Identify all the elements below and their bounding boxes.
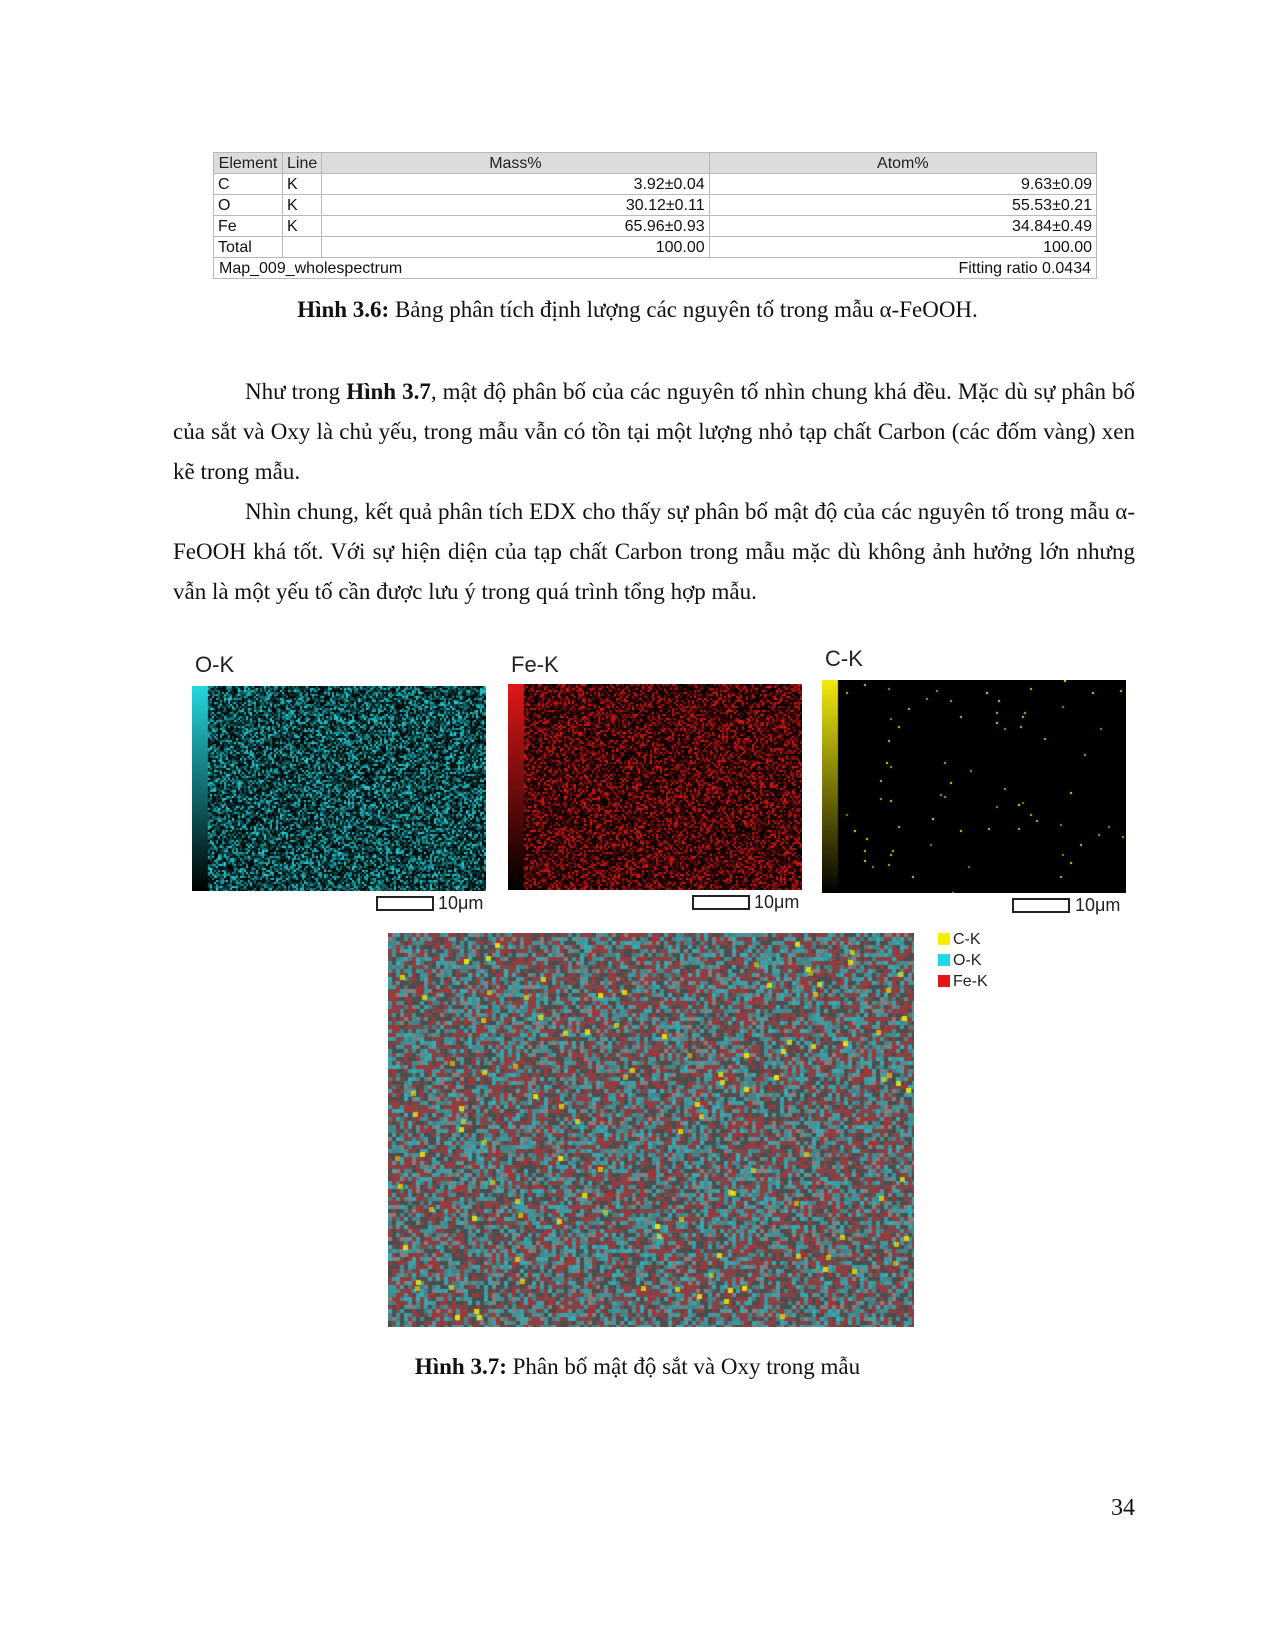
map-label-c-k: C-K — [825, 646, 863, 671]
cell-line — [283, 237, 322, 258]
cell-atom: 100.00 — [709, 237, 1096, 258]
cell-line: K — [283, 174, 322, 195]
legend-label: Fe-K — [953, 973, 988, 990]
para1-pre: Như trong — [245, 379, 347, 404]
c-k-map-image — [822, 680, 1126, 893]
scale-label: 10μm — [754, 892, 800, 912]
legend-item-o-k — [938, 950, 988, 971]
table-row — [214, 195, 1097, 216]
table-row — [214, 216, 1097, 237]
cell-atom: 55.53±0.21 — [709, 195, 1096, 216]
cell-element: C — [214, 174, 283, 195]
col-header-atom: Atom% — [709, 153, 1096, 174]
cell-mass: 65.96±0.93 — [322, 216, 709, 237]
o-k-map-image — [192, 686, 486, 891]
col-header-mass: Mass% — [322, 153, 709, 174]
legend-label: C-K — [953, 931, 981, 948]
cell-mass: 100.00 — [322, 237, 709, 258]
legend-label: O-K — [953, 952, 982, 969]
map-label-fe-k: Fe-K — [511, 652, 559, 677]
table-footer-row — [214, 258, 1097, 279]
scale-label: 10μm — [438, 893, 484, 913]
legend-item-c-k — [938, 929, 988, 950]
scale-bar — [376, 896, 434, 911]
cell-element: Total — [214, 237, 283, 258]
page-number: 34 — [1111, 1495, 1135, 1521]
caption-label: Hình 3.6: — [297, 297, 390, 322]
cell-line: K — [283, 195, 322, 216]
paragraph-2 — [173, 492, 1135, 612]
fe-k-map-image — [508, 684, 802, 890]
spectrum-name: Map_009_wholespectrum — [219, 259, 403, 277]
scale-bar — [692, 895, 750, 910]
cell-atom: 34.84±0.49 — [709, 216, 1096, 237]
cell-mass: 3.92±0.04 — [322, 174, 709, 195]
caption-label: Hình 3.7: — [414, 1354, 507, 1379]
legend-item-fe-k — [938, 971, 988, 992]
legend-swatch — [938, 933, 950, 945]
cell-line: K — [283, 216, 322, 237]
table-header-row — [214, 153, 1097, 174]
cell-element: Fe — [214, 216, 283, 237]
cell-mass: 30.12±0.11 — [322, 195, 709, 216]
figure-caption-3-6 — [0, 297, 1275, 323]
para2-text: Nhìn chung, kết quả phân tích EDX cho thấy sự phân bố mật độ của các nguyên tố trong mẫu α-FeOOH khá tốt. Với sự hiện diện của tạp chất Carbon trong mẫu mặc dù không ảnh hưởng lớn nhưng vẫn là một yếu tố cần được lưu ý trong quá trình tổng hợp mẫu. — [173, 499, 1135, 604]
legend-swatch — [938, 975, 950, 987]
caption-text: Phân bố mật độ sắt và Oxy trong mẫu — [506, 1354, 861, 1379]
legend-swatch — [938, 954, 950, 966]
figure-caption-3-7 — [0, 1354, 1275, 1380]
para1-post: , mật độ phân bố của các nguyên tố nhìn chung khá đều. Mặc dù sự phân bố của sắt và Oxy là chủ yếu, trong mẫu vẫn có tồn tại một lượng nhỏ tạp chất Carbon (các đốm vàng) xen kẽ trong mẫu. — [173, 379, 1135, 484]
edx-quant-table — [213, 152, 1097, 279]
scale-label: 10μm — [1075, 895, 1121, 915]
overlay-map-image — [388, 933, 914, 1327]
col-header-line: Line — [283, 153, 322, 174]
para1-ref: Hình 3.7 — [346, 379, 431, 404]
overlay-legend — [938, 929, 988, 992]
cell-element: O — [214, 195, 283, 216]
cell-atom: 9.63±0.09 — [709, 174, 1096, 195]
fitting-ratio: Fitting ratio 0.0434 — [958, 259, 1091, 277]
table-row — [214, 174, 1097, 195]
paragraph-1 — [173, 372, 1135, 492]
table-row-total — [214, 237, 1097, 258]
map-label-o-k: O-K — [195, 652, 235, 677]
col-header-element: Element — [214, 153, 283, 174]
caption-text: Bảng phân tích định lượng các nguyên tố trong mẫu α-FeOOH. — [389, 297, 978, 322]
scale-bar — [1012, 898, 1070, 913]
